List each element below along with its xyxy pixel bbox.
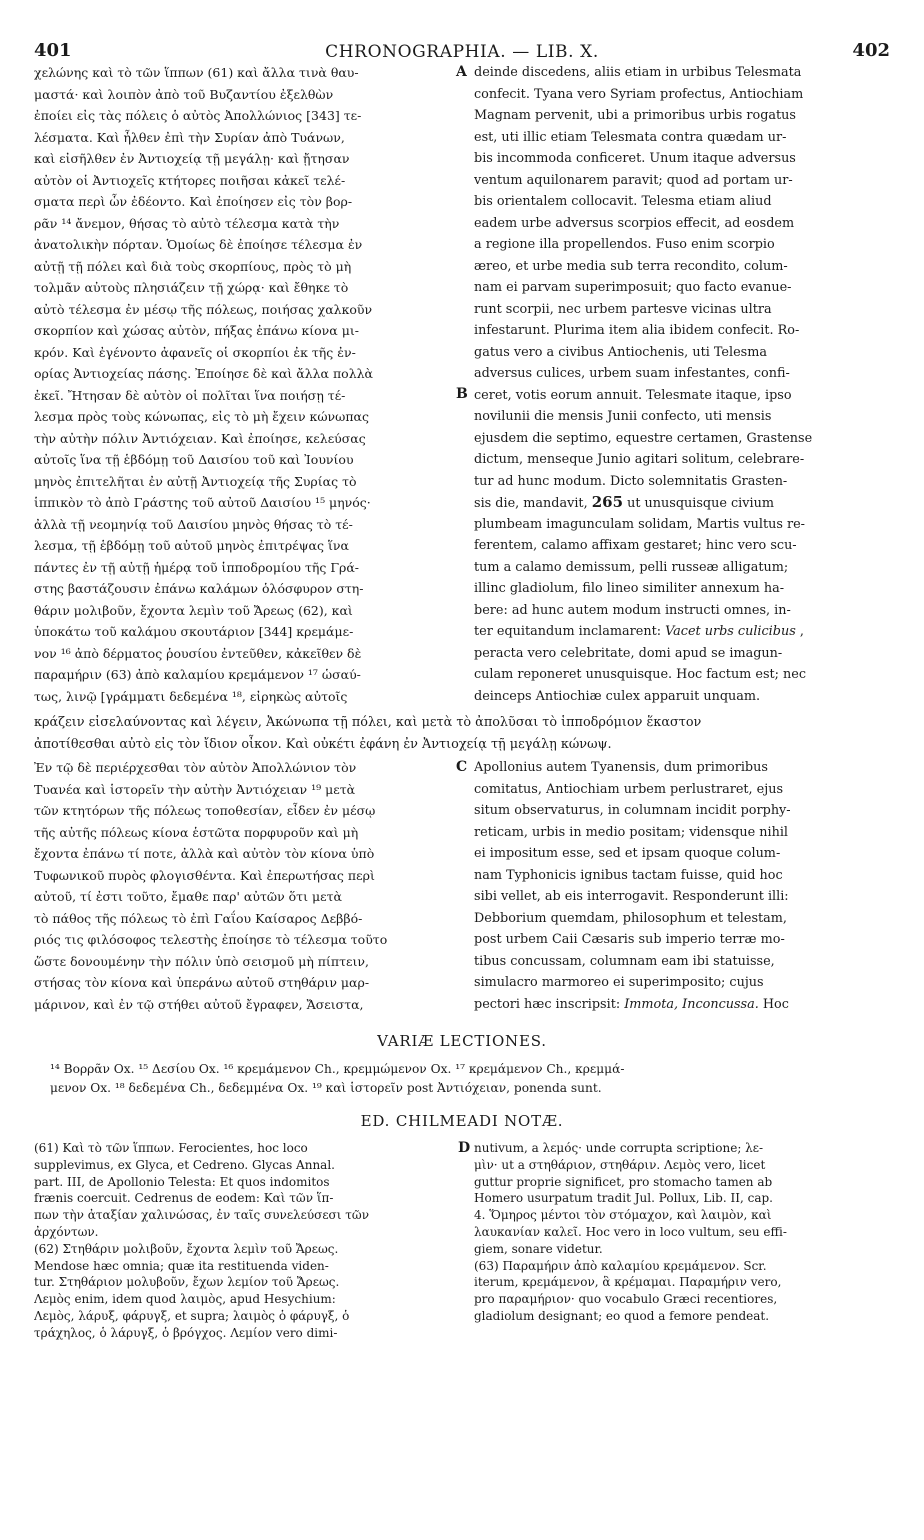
note-text-line: pro παραμήριον· quo vocabulo Græci recentiores, xyxy=(474,1292,778,1307)
column-number: 265 xyxy=(591,493,624,511)
latin-text-line: situm observaturus, in columnam incidit porphy- xyxy=(474,803,791,818)
latin-text-line: nam Typhonicis ignibus tactam fuisse, quid hoc xyxy=(474,867,783,883)
latin-text-fragment: Hoc xyxy=(758,996,789,1012)
bridge-text-line: ἀποτίθεσθαι αὐτὸ εἰς τὸν ἴδιον οἶκον. Καὶ οὐκέτι ἐφάνη ἐν Ἀντιοχείᾳ τῇ μεγάλῃ κώνωψ. xyxy=(34,736,612,752)
latin-text-fragment: ut unusquisque civium xyxy=(623,496,774,511)
greek-text-line: Τυφωνικοῦ πυρὸς φλογισθέντα. Καὶ ἐπερωτήσας περὶ xyxy=(34,867,375,883)
greek-text-line: αὐτοῖς ἵνα τῇ ἑβδόμῃ τοῦ Δαισίου τοῦ καὶ Ἰουνίου xyxy=(34,452,354,467)
greek-text-line: ὑποκάτω τοῦ καλάμου σκουτάριον [344] κρεμάμε- xyxy=(34,624,354,639)
note-text-line: giem, sonare videtur. xyxy=(474,1241,603,1256)
latin-text-line: est, uti illic etiam Telesmata contra quædam ur- xyxy=(474,129,787,145)
notes-left-column xyxy=(34,1140,452,1342)
greek-text-line: ὥστε δονουμένην τὴν πόλιν ὑπὸ σεισμοῦ μὴ πίπτειν, xyxy=(34,953,369,969)
variae-title: VARIÆ LECTIONES. xyxy=(377,1032,547,1050)
greek-text-line: παραμήριν (63) ἀπὸ καλαμίου κρεμάμενον ¹⁷ ὡσαύ- xyxy=(34,667,361,682)
greek-text-line: σκορπίον καὶ χώσας αὐτὸν, πήξας ἐπάνω κίονα μι- xyxy=(34,323,359,338)
variae-line-1: ¹⁴ Βορρᾶν Ox. ¹⁵ Δεσίου Ox. ¹⁶ κρεμάμενον Ch., κρεμμώμενον Ox. ¹⁷ κρεμάμενον Ch., κρεμμά- xyxy=(50,1062,625,1076)
latin-text-line: tur ad hunc modum. Dicto solemnitatis Grasten- xyxy=(474,473,788,489)
notes-right-column xyxy=(474,1140,890,1325)
latin-text-line: bis orientalem collocavit. Telesma etiam aliud xyxy=(474,194,772,209)
note-text-line: gladiolum designant; eo quod a femore pendeat. xyxy=(474,1308,770,1323)
latin-text-line: Magnam pervenit, ubi a primoribus urbis rogatus xyxy=(474,108,796,123)
latin-text-line: illinc gladiolum, filo lineo similiter annexum ha- xyxy=(474,581,785,596)
margin-marker-d: D xyxy=(458,1140,471,1156)
page-number-right: 402 xyxy=(852,40,890,61)
greek-text-line: λεσμα, τῇ ἑβδόμῃ τοῦ αὐτοῦ μηνὸς ἐπιτρέψας ἵνα xyxy=(34,538,349,553)
latin-text-fragment: , xyxy=(795,624,804,639)
note-text-line: Λεμὸς enim, idem quod λαιμὸς, apud Hesychium: xyxy=(34,1292,336,1307)
greek-text-line: τολμᾶν αὐτοὺς πλησιάζειν τῇ χώρᾳ· καὶ ἔθηκε τὸ xyxy=(34,280,349,295)
latin-text-line: Apollonius autem Tyanensis, dum primoribus xyxy=(474,760,768,775)
note-text-line: (63) Παραμήριν ἀπὸ καλαμίου κρεμάμενον. Scr. xyxy=(474,1258,767,1273)
note-text-line: iterum, κρεμάμενον, ἃ κρέμαμαι. Παραμήριν vero, xyxy=(474,1275,782,1290)
latin-text-line: pectori hæc inscripsit: Immota, Inconcussa. Hoc xyxy=(474,996,789,1012)
greek-text-line: τὴν αὐτὴν πόλιν Ἀντιόχειαν. Καὶ ἐποίησε, κελεύσας xyxy=(34,430,366,446)
greek-text-line: μηνὸς ἐπιτελῆται ἐν αὐτῇ Ἀντιοχείᾳ τῆς Συρίας τὸ xyxy=(34,473,357,489)
greek-text-line: τῆς αὐτῆς πόλεως κίονα ἑστῶτα πορφυροῦν καὶ μὴ xyxy=(34,824,359,840)
greek-text-line: τῶν κτητόρων τῆς πόλεως τοποθεσίαν, εἶδεν ἐν μέσῳ xyxy=(34,803,376,818)
latin-text-line: comitatus, Antiochiam urbem perlustraret, ejus xyxy=(474,781,784,797)
note-text-line: Homero usurpatum tradit Jul. Pollux, Lib. II, cap. xyxy=(474,1191,773,1206)
greek-text-line: μαστά· καὶ λοιπὸν ἀπὸ τοῦ Βυζαντίου ἐξελθὼν xyxy=(34,86,334,102)
notes-title: ED. CHILMEADI NOTÆ. xyxy=(360,1112,564,1130)
note-text-line: Mendose hæc omnia; quæ ita restituenda viden- xyxy=(34,1258,329,1273)
latin-text-line: ferentem, calamo affixam gestaret; hinc vero scu- xyxy=(474,538,797,553)
note-text-line: μὶν· ut a στηθάριον, στηθάριν. Λεμὸς vero, licet xyxy=(474,1157,766,1172)
greek-text-line: ρᾶν ¹⁴ ἄνεμον, θήσας τὸ αὐτὸ τέλεσμα κατὰ τὴν xyxy=(34,215,340,231)
greek-text-line: ἀλλὰ τῇ νεομηνίᾳ τοῦ Δαισίου μηνὸς θήσας τὸ τέ- xyxy=(34,516,353,532)
variae-line-2: μενον Ox. ¹⁸ δεδεμένα Ch., δεδεμμένα Ox. ¹⁹ καὶ ἱστορεῖν post Ἀντιόχειαν, ponenda sunt. xyxy=(50,1081,602,1095)
greek-text-line: καὶ εἰσῆλθεν ἐν Ἀντιοχείᾳ τῇ μεγάλῃ· καὶ ᾔτησαν xyxy=(34,151,350,166)
latin-text-line: ei impositum esse, sed et ipsam quoque colum- xyxy=(474,846,781,861)
greek-text-line: κρόν. Καὶ ἐγένοντο ἀφανεῖς οἱ σκορπίοι ἐκ τῆς ἐν- xyxy=(34,344,356,360)
greek-text-line: αὐτὸν οἱ Ἀντιοχεῖς κτήτορες ποιῆσαι κἀκεῖ τελέ- xyxy=(34,172,346,188)
greek-text-line: αὐτὸ τέλεσμα ἐν μέσῳ τῆς πόλεως, ποιήσας χαλκοῦν xyxy=(34,301,373,317)
latin-text-line: a regione illa propellendos. Fuso enim scorpio xyxy=(474,237,775,252)
greek-text-line: ορίας Ἀντιοχείας πάσης. Ἐποίησε δὲ καὶ ἄλλα πολλὰ xyxy=(34,366,373,381)
variae-lectiones xyxy=(50,1060,886,1098)
greek-text-line: ἔχοντα ἐπάνω τί ποτε, ἀλλὰ καὶ αὐτὸν τὸν κίονα ὑπὸ xyxy=(34,846,375,861)
latin-text-line: confecit. Tyana vero Syriam profectus, Antiochiam xyxy=(474,86,804,102)
latin-text-line: nam ei parvam superimposuit; quo facto evanue- xyxy=(474,280,792,295)
note-text-line: tur. Στηθάριον μολυβοῦν, ἔχων λεμίον τοῦ Ἄρεως. xyxy=(34,1275,340,1290)
note-text-line: (61) Καὶ τὸ τῶν ἵππων. Ferocientes, hoc loco xyxy=(34,1141,308,1155)
lower-block xyxy=(34,757,890,1019)
latin-text-line: ventum aquilonarem paravit; quod ad portam ur- xyxy=(474,172,793,188)
running-head: CHRONOGRAPHIA. — LIB. X. xyxy=(325,42,599,62)
latin-text-line: plumbeam imagunculam solidam, Martis vultus re- xyxy=(474,516,805,532)
note-text-line: Λεμὸς, λάρυξ, φάρυγξ, et supra; λαιμὸς ὁ φάρυγξ, ὁ xyxy=(34,1308,350,1323)
greek-text-line: στης βαστάζουσιν ἐπάνω καλάμων ὁλόσφυρον στη- xyxy=(34,581,364,596)
greek-column-upper xyxy=(34,62,452,707)
margin-marker-c: C xyxy=(456,759,468,775)
note-text-line: πων τὴν ἀταξίαν χαλινώσας, ἐν ταῖς συνελεύσεσι τῶν xyxy=(34,1208,369,1223)
latin-text-line: deinceps Antiochiæ culex apparuit unquam. xyxy=(474,688,761,704)
note-text-line: frænis coercuit. Cedrenus de eodem: Καὶ τῶν ἵπ- xyxy=(34,1191,334,1206)
latin-text-line: adversus culices, urbem suam infestantes, confi- xyxy=(474,366,790,381)
latin-text-line: tibus concussam, columnam eam ibi statuisse, xyxy=(474,953,775,969)
latin-text-line: reticam, urbis in medio positam; vidensque nihil xyxy=(474,824,789,840)
greek-text-line: ριός τις φιλόσοφος τελεστὴς ἐποίησε τὸ τέλεσμα τοῦτο xyxy=(34,932,388,947)
latin-text-line: bis incommoda conficeret. Unum itaque adversus xyxy=(474,151,796,166)
greek-text-line: χελώνης καὶ τὸ τῶν ἵππων (61) καὶ ἄλλα τινὰ θαυ- xyxy=(34,65,359,80)
italic-inscription: Immota, Inconcussa. xyxy=(624,996,759,1012)
margin-marker-b: B xyxy=(456,386,468,402)
bridge-text-line: κράζειν εἰσελαύνοντας καὶ λέγειν, Ἀκώνωπα τῇ πόλει, καὶ μετὰ τὸ ἀπολῦσαι τὸ ἱπποδρόμιον ἕκαστον xyxy=(34,715,702,730)
note-text-line: nutivum, a λεμός· unde corrupta scriptione; λε- xyxy=(474,1141,764,1155)
note-text-line: τράχηλος, ὁ λάρυγξ, ὁ βρόγχος. Λεμίον vero dimi- xyxy=(34,1325,338,1340)
note-text-line: guttur proprie significet, pro stomacho tamen ab xyxy=(474,1174,773,1189)
upper-block xyxy=(34,62,890,712)
greek-text-line: ἐκεῖ. Ἤτησαν δὲ αὐτὸν οἱ πολῖται ἵνα ποιήσῃ τέ- xyxy=(34,387,346,403)
latin-text-line: post urbem Caii Cæsaris sub imperio terræ mo- xyxy=(474,932,785,947)
latin-text-line: sibi vellet, ab eis interrogavit. Responderunt illi: xyxy=(474,889,789,904)
greek-text-line: σματα περὶ ὧν ἐδέοντο. Καὶ ἐποίησεν εἰς τὸν βορ- xyxy=(34,194,353,209)
latin-text-line: ceret, votis eorum annuit. Telesmate itaque, ipso xyxy=(474,387,792,403)
note-text-line: (62) Στηθάριν μολιβοῦν, ἔχοντα λεμὶν τοῦ Ἄρεως. xyxy=(34,1241,339,1256)
latin-text-line: sis die, mandavit, 265 ut unusquisque civium xyxy=(474,493,774,511)
greek-text-line: μάρινον, καὶ ἐν τῷ στήθει αὐτοῦ ἔγραφεν, Ἄσειστα, xyxy=(34,996,364,1012)
greek-text-line: Ἐν τῷ δὲ περιέρχεσθαι τὸν αὐτὸν Ἀπολλώνιον τὸν xyxy=(34,760,357,775)
note-text-line: λαυκανίαν καλεῖ. Hoc vero in loco vultum, seu effi- xyxy=(474,1224,787,1239)
latin-text-line: deinde discedens, aliis etiam in urbibus Telesmata xyxy=(474,65,802,80)
greek-text-line: ἐποίει εἰς τὰς πόλεις ὁ αὐτὸς Ἀπολλώνιος [343] τε- xyxy=(34,108,362,123)
latin-text-line: Debborium quemdam, philosophum et telestam, xyxy=(474,910,787,926)
latin-text-line: tum a calamo demissum, pelli russeæ alligatum; xyxy=(474,559,789,575)
italic-quote: Vacet urbs culicibus xyxy=(665,624,796,639)
latin-text-line: dictum, menseque Junio agitari solitum, celebrare- xyxy=(474,452,805,467)
note-text-line: part. III, de Apollonio Telesta: Et quos indomitos xyxy=(34,1174,330,1189)
greek-text-line: θάριν μολιβοῦν, ἔχοντα λεμὶν τοῦ Ἄρεως (62), καὶ xyxy=(34,602,353,618)
greek-text-line: αὐτοῦ, τί ἐστι τοῦτο, ἔμαθε παρ' αὐτῶν ὅτι μετὰ xyxy=(34,889,342,904)
bridge-text xyxy=(34,712,890,755)
latin-text-line: simulacro marmoreo ei superimposito; cujus xyxy=(474,975,764,990)
latin-text-line: novilunii die mensis Junii confecto, uti mensis xyxy=(474,409,772,424)
note-text-line: ἀρχόντων. xyxy=(34,1224,99,1239)
note-text-line: 4. Ὅμηρος μέντοι τὸν στόμαχον, καὶ λαιμὸν, καὶ xyxy=(474,1208,772,1223)
margin-marker-a: A xyxy=(456,64,467,80)
latin-column-upper xyxy=(474,62,890,707)
greek-text-line: στήσας τὸν κίονα καὶ ὑπεράνω αὐτοῦ στηθάριν μαρ- xyxy=(34,975,370,990)
greek-text-line: λέσματα. Καὶ ἦλθεν ἐπὶ τὴν Συρίαν ἀπὸ Τυάνων, xyxy=(34,129,345,145)
latin-text-line: ejusdem die septimo, equestre certamen, Grastense xyxy=(474,430,813,446)
greek-text-line: λεσμα πρὸς τοὺς κώνωπας, εἰς τὸ μὴ ἔχειν κώνωπας xyxy=(34,409,369,424)
greek-text-line: ἀνατολικὴν πόρταν. Ὁμοίως δὲ ἐποίησε τέλεσμα ἐν xyxy=(34,237,363,252)
latin-column-lower xyxy=(474,757,890,1015)
latin-text-line: culam reponeret unusquisque. Hoc factum est; nec xyxy=(474,667,807,682)
latin-text-line: æreo, et urbe media sub terra recondito, colum- xyxy=(474,258,788,274)
greek-text-line: νον ¹⁶ ἀπὸ δέρματος ῥουσίου ἐντεῦθεν, κἀκεῖθεν δὲ xyxy=(34,645,362,661)
greek-text-line: τως, λινῷ [γράμματι δεδεμένα ¹⁸, εἰρηκὼς αὐτοῖς xyxy=(34,688,348,704)
page-number-left: 401 xyxy=(34,40,72,61)
latin-text-line: peracta vero celebritate, domi apud se imagun- xyxy=(474,645,783,661)
greek-text-line: ἱππικὸν τὸ ἀπὸ Γράστης τοῦ αὐτοῦ Δαισίου ¹⁵ μηνός· xyxy=(34,495,371,510)
greek-text-line: αὐτῇ τῇ πόλει καὶ διὰ τοὺς σκορπίους, πρὸς τὸ μὴ xyxy=(34,258,352,274)
greek-text-line: Τυανέα καὶ ἱστορεῖν τὴν αὐτὴν Ἀντιόχειαν ¹⁹ μετὰ xyxy=(34,781,356,797)
latin-text-line: infestarunt. Plurima item alia ibidem confecit. Ro- xyxy=(474,323,800,338)
greek-text-line: πάντες ἐν τῇ αὐτῇ ἡμέρᾳ τοῦ ἱπποδρομίου τῆς Γρά- xyxy=(34,559,360,575)
latin-text-line: runt scorpii, nec urbem partesve vicinas ultra xyxy=(474,301,772,317)
latin-text-line: gatus vero a civibus Antiochenis, uti Telesma xyxy=(474,344,767,360)
note-text-line: supplevimus, ex Glyca, et Cedreno. Glycas Annal. xyxy=(34,1157,335,1172)
notes-block xyxy=(34,1140,890,1350)
latin-text-line: ter equitandum inclamarent: Vacet urbs culicibus , xyxy=(474,624,804,639)
greek-text-line: τὸ πάθος τῆς πόλεως τὸ ἐπὶ Γαΐου Καίσαρος Δεββό- xyxy=(34,910,363,926)
latin-text-line: bere: ad hunc autem modum instructi omnes, in- xyxy=(474,602,791,618)
greek-column-lower xyxy=(34,757,452,1015)
latin-text-line: eadem urbe adversus scorpios effecit, ad eosdem xyxy=(474,215,795,231)
